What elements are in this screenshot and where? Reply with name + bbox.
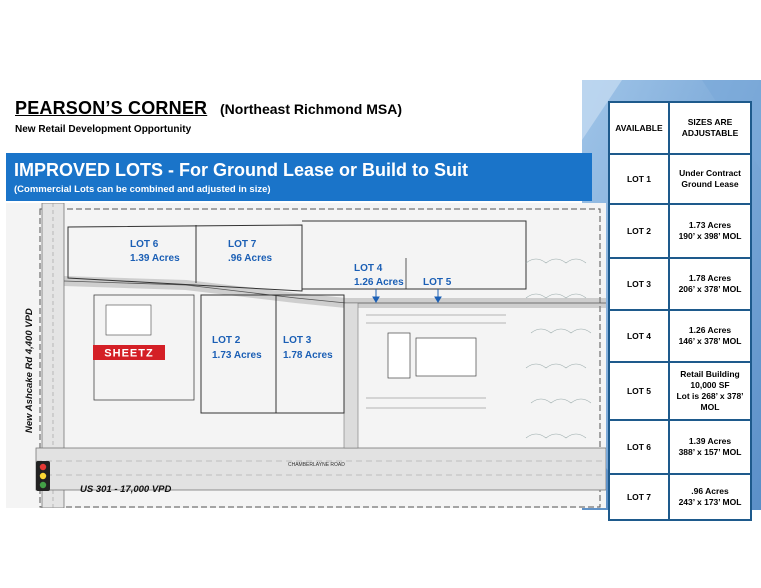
lot-2-acres: 1.73 Acres bbox=[212, 350, 262, 361]
lot-2-label: LOT 2 bbox=[212, 335, 241, 346]
road-label-new-ashcake: New Ashcake Rd 4,400 VPD bbox=[24, 308, 35, 433]
size-cell bbox=[669, 204, 751, 258]
lot-4-label: LOT 4 bbox=[354, 263, 383, 274]
lot-cell: LOT 2 bbox=[609, 204, 669, 258]
size-line: Lot is 268’ x 378’ MOL bbox=[676, 391, 744, 412]
lot-3-acres: 1.78 Acres bbox=[283, 350, 333, 361]
table-row bbox=[609, 420, 751, 474]
lot-cell: LOT 7 bbox=[609, 474, 669, 520]
header-sizes-line2: ADJUSTABLE bbox=[681, 128, 739, 138]
page-title: PEARSON’S CORNER bbox=[15, 98, 208, 118]
size-cell bbox=[669, 362, 751, 420]
banner-title: IMPROVED LOTS - For Ground Lease or Build to Suit bbox=[14, 160, 469, 180]
size-line: 388’ x 157’ MOL bbox=[678, 447, 742, 457]
lot-cell: LOT 4 bbox=[609, 310, 669, 362]
size-line: Retail Building bbox=[680, 369, 740, 379]
improved-lots-banner bbox=[6, 153, 592, 201]
size-line: 1.39 Acres bbox=[688, 436, 732, 446]
sheetz-logo bbox=[93, 345, 165, 360]
size-cell bbox=[669, 420, 751, 474]
header-sizes-line1: SIZES ARE bbox=[687, 117, 733, 127]
page-subtitle: (Northeast Richmond MSA) bbox=[220, 101, 402, 117]
sheetz-logo-text: SHEETZ bbox=[104, 347, 154, 360]
lot-6-acres: 1.39 Acres bbox=[130, 253, 180, 264]
road-label-chamberlayne: CHAMBERLAYNE ROAD bbox=[288, 462, 345, 468]
size-line: 206’ x 378’ MOL bbox=[678, 284, 742, 294]
lot-3-label: LOT 3 bbox=[283, 335, 312, 346]
size-cell bbox=[669, 154, 751, 204]
size-line: 1.26 Acres bbox=[688, 325, 732, 335]
traffic-light-icon bbox=[36, 461, 50, 491]
table-header-row bbox=[609, 102, 751, 154]
size-line: 146’ x 378’ MOL bbox=[678, 336, 742, 346]
table-row bbox=[609, 154, 751, 204]
lot-cell: LOT 1 bbox=[609, 154, 669, 204]
size-line: .96 Acres bbox=[691, 486, 729, 496]
size-cell bbox=[669, 310, 751, 362]
lot-5-label: LOT 5 bbox=[423, 277, 452, 288]
size-line: 190’ x 398’ MOL bbox=[678, 231, 742, 241]
size-line: 243’ x 173’ MOL bbox=[678, 497, 742, 507]
size-line: 1.73 Acres bbox=[688, 220, 732, 230]
table-header-sizes bbox=[669, 102, 751, 154]
size-line: Ground Lease bbox=[681, 179, 739, 189]
lot-cell: LOT 3 bbox=[609, 258, 669, 310]
table-row bbox=[609, 474, 751, 520]
table-row bbox=[609, 310, 751, 362]
banner-note: (Commercial Lots can be combined and adjusted in size) bbox=[14, 184, 271, 195]
lot-7-acres: .96 Acres bbox=[228, 253, 273, 264]
size-cell bbox=[669, 258, 751, 310]
size-line: Under Contract bbox=[679, 168, 741, 178]
table-row bbox=[609, 204, 751, 258]
table-header-available bbox=[609, 102, 669, 154]
header-available-text: AVAILABLE bbox=[615, 122, 663, 133]
road-label-us301: US 301 - 17,000 VPD bbox=[80, 484, 172, 495]
table-row bbox=[609, 258, 751, 310]
site-plan-map bbox=[6, 203, 606, 508]
lot-cell: LOT 5 bbox=[609, 362, 669, 420]
lot-cell: LOT 6 bbox=[609, 420, 669, 474]
size-line: 1.78 Acres bbox=[688, 273, 732, 283]
table-row bbox=[609, 362, 751, 420]
lot-4-acres: 1.26 Acres bbox=[354, 277, 404, 288]
tagline: New Retail Development Opportunity bbox=[15, 124, 192, 135]
lot-availability-table bbox=[608, 101, 752, 521]
size-cell bbox=[669, 474, 751, 520]
lot-7-label: LOT 7 bbox=[228, 239, 257, 250]
lot-6-label: LOT 6 bbox=[130, 239, 159, 250]
size-line: 10,000 SF bbox=[690, 380, 730, 390]
